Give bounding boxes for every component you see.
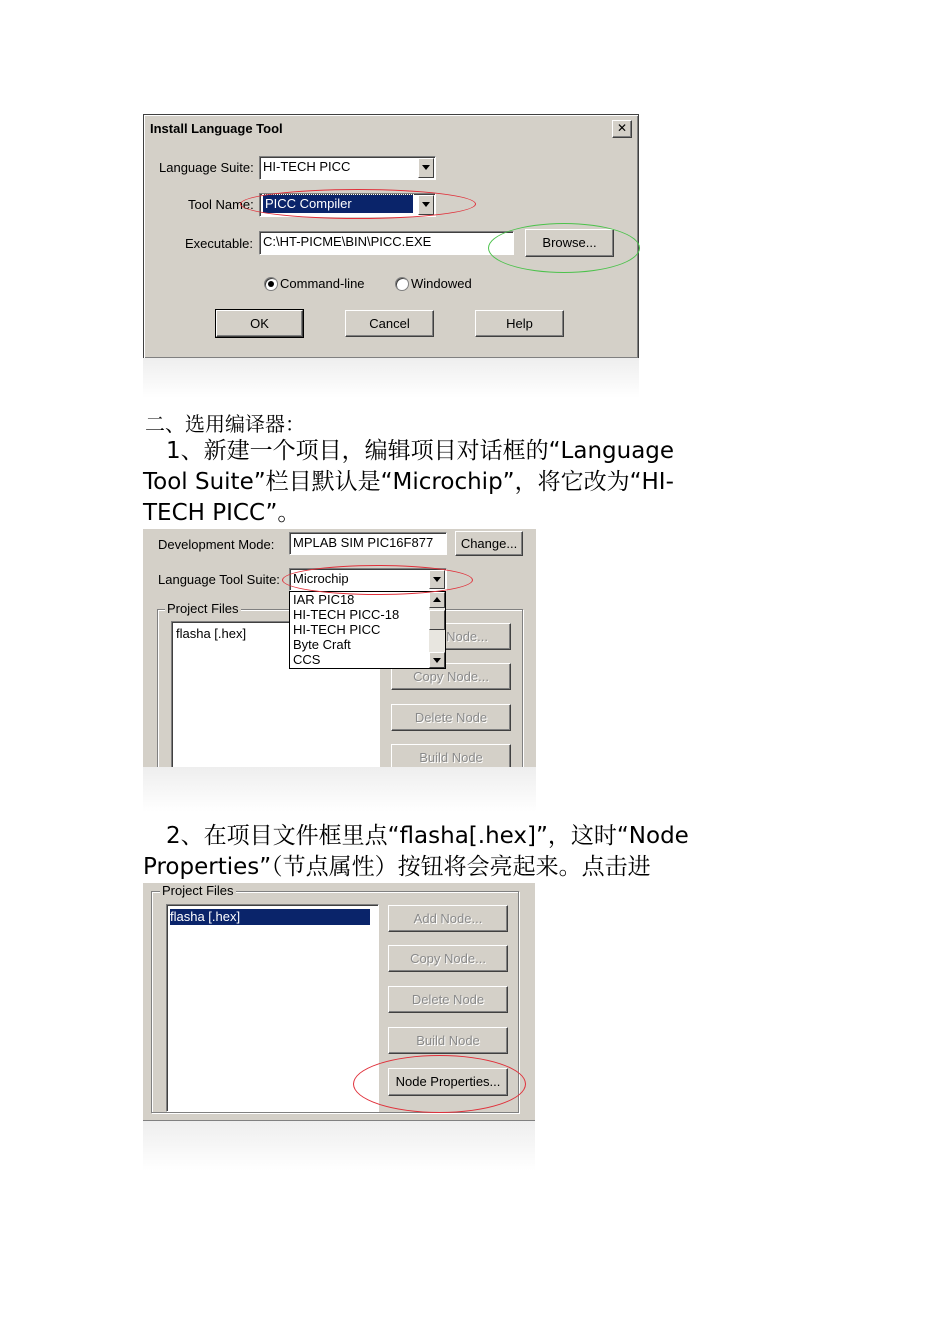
ok-label: OK	[250, 316, 269, 331]
build-node-button[interactable]	[388, 1027, 508, 1054]
tool-name-label: Tool Name:	[188, 197, 254, 212]
dropdown-scrollbar[interactable]	[429, 592, 445, 668]
scroll-up-icon[interactable]	[429, 592, 445, 608]
chevron-down-icon[interactable]	[418, 195, 434, 215]
dialog-title: Install Language Tool	[150, 121, 283, 136]
lang-suite-label: Language Tool Suite:	[158, 572, 280, 587]
file-item[interactable]: flasha [.hex]	[176, 626, 247, 641]
file-item-selected[interactable]: flasha [.hex]	[170, 909, 370, 925]
screenshot-shadow	[143, 1121, 535, 1171]
tool-name-combo[interactable]	[259, 193, 436, 217]
dev-mode-value: MPLAB SIM PIC16F877	[293, 535, 434, 550]
radio-windowed[interactable]	[395, 277, 409, 291]
cancel-label: Cancel	[369, 316, 410, 331]
dev-mode-field[interactable]	[289, 532, 447, 555]
radio-commandline[interactable]	[264, 277, 278, 291]
language-suite-combo[interactable]	[259, 156, 436, 180]
change-label: Change...	[460, 536, 518, 551]
copy-node-label: Copy Node...	[413, 669, 489, 684]
add-node-label: Add Node...	[413, 911, 483, 926]
project-files-panel	[143, 883, 535, 1122]
edit-project-dialog	[143, 529, 536, 767]
project-files-label: Project Files	[162, 883, 234, 898]
chevron-down-icon[interactable]	[429, 570, 445, 589]
dropdown-option[interactable]: CCS	[293, 652, 321, 667]
dialog-title-bar	[146, 117, 636, 139]
language-suite-value: HI-TECH PICC	[263, 159, 351, 174]
delete-node-label: Delete Node	[414, 710, 488, 725]
executable-value: C:\HT-PICME\BIN\PICC.EXE	[263, 234, 432, 249]
language-suite-label: Language Suite:	[159, 160, 254, 175]
project-files-list[interactable]	[166, 904, 379, 1112]
executable-label: Executable:	[185, 236, 253, 251]
para2-line2: Properties”（节点属性）按钮将会亮起来。点击进	[143, 854, 651, 880]
ok-button[interactable]	[216, 310, 303, 337]
radio-commandline-label: Command-line	[280, 276, 365, 291]
help-button[interactable]	[475, 310, 564, 337]
browse-label: Browse...	[542, 235, 597, 250]
lang-suite-combo[interactable]	[289, 568, 447, 591]
build-node-label: Build Node	[419, 750, 483, 765]
radio-windowed-label: Windowed	[411, 276, 472, 291]
para1-line2: Tool Suite”栏目默认是“Microchip”，将它改为“HI-	[143, 469, 674, 495]
add-node-button[interactable]	[388, 905, 508, 932]
build-node-button[interactable]	[391, 744, 511, 767]
close-button[interactable]	[612, 120, 632, 138]
scroll-down-icon[interactable]	[429, 652, 445, 668]
lang-suite-dropdown-list[interactable]	[289, 591, 446, 669]
close-icon: ✕	[616, 121, 628, 135]
screenshot-shadow	[143, 358, 639, 398]
delete-node-label: Delete Node	[411, 992, 485, 1007]
chevron-down-icon[interactable]	[418, 158, 434, 178]
para1-line1: 1、新建一个项目，编辑项目对话框的“Language	[143, 438, 675, 464]
lang-suite-value: Microchip	[293, 571, 349, 586]
node-properties-button[interactable]	[388, 1068, 508, 1096]
help-label: Help	[506, 316, 533, 331]
dropdown-option[interactable]: IAR PIC18	[293, 592, 355, 607]
delete-node-button[interactable]	[391, 704, 511, 731]
para1-line3: TECH PICC”。	[143, 500, 301, 526]
executable-field[interactable]	[259, 231, 514, 255]
delete-node-button[interactable]	[388, 986, 508, 1013]
install-language-tool-dialog	[143, 114, 639, 359]
scroll-thumb[interactable]	[429, 610, 445, 630]
section-heading: 二、选用编译器：	[145, 412, 305, 436]
copy-node-label: Copy Node...	[410, 951, 486, 966]
build-node-label: Build Node	[416, 1033, 480, 1048]
add-node-label: Node...	[446, 629, 488, 644]
screenshot-shadow	[143, 767, 536, 812]
dropdown-option[interactable]: HI-TECH PICC	[293, 622, 381, 637]
dropdown-option[interactable]: HI-TECH PICC-18	[293, 607, 400, 622]
browse-button[interactable]	[525, 229, 614, 257]
cancel-button[interactable]	[345, 310, 434, 337]
para2-line1: 2、在项目文件框里点“flasha[.hex]”，这时“Node	[143, 823, 689, 849]
project-files-label: Project Files	[167, 601, 239, 616]
dropdown-option[interactable]: Byte Craft	[293, 637, 351, 652]
dev-mode-label: Development Mode:	[158, 537, 275, 552]
node-properties-label: Node Properties...	[395, 1074, 501, 1089]
change-button[interactable]	[455, 531, 523, 556]
copy-node-button[interactable]	[388, 945, 508, 972]
tool-name-value: PICC Compiler	[263, 195, 413, 213]
